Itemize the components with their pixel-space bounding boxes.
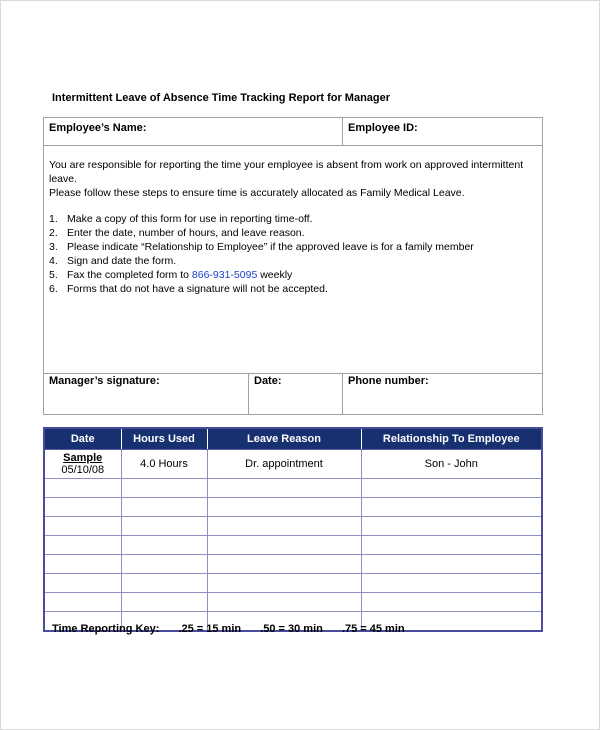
table-row[interactable]: [44, 498, 542, 517]
table-row[interactable]: [44, 593, 542, 612]
header-hours-used: Hours Used: [121, 428, 207, 450]
relationship-cell[interactable]: [361, 574, 542, 593]
form-title: Intermittent Leave of Absence Time Tracking Report for Manager: [52, 92, 391, 104]
employee-name-label: Employee’s Name:: [49, 122, 147, 134]
relationship-cell[interactable]: [361, 593, 542, 612]
manager-signature-label: Manager’s signature:: [49, 375, 160, 387]
reason-cell[interactable]: [207, 536, 361, 555]
phone-number-label: Phone number:: [348, 375, 429, 387]
hours-cell[interactable]: [121, 479, 207, 498]
step-item: 1. Make a copy of this form for use in reporting time-off.: [49, 213, 313, 225]
employee-info-box: [43, 117, 543, 415]
employee-id-label: Employee ID:: [348, 122, 418, 134]
reason-cell[interactable]: [207, 593, 361, 612]
sample-relationship: Son - John: [361, 450, 542, 479]
divider: [342, 374, 343, 414]
divider: [342, 118, 343, 145]
step-item: 4. Sign and date the form.: [49, 255, 177, 267]
table-header-row: [44, 428, 542, 450]
sample-date: 05/10/08: [61, 464, 105, 476]
employee-header-row: [44, 118, 542, 146]
key-item: .50 = 30 min: [260, 623, 323, 635]
leave-log-table: [43, 427, 543, 632]
hours-cell[interactable]: [121, 574, 207, 593]
instructions: [49, 158, 542, 296]
time-reporting-key: [52, 623, 421, 635]
header-relationship: Relationship To Employee: [361, 428, 542, 450]
date-cell[interactable]: [44, 555, 121, 574]
sample-reason: Dr. appointment: [207, 450, 361, 479]
date-cell[interactable]: [44, 498, 121, 517]
step-item: 3. Please indicate “Relationship to Employee” if the approved leave is for a family member: [49, 241, 474, 253]
step-item: 6. Forms that do not have a signature will not be accepted.: [49, 283, 328, 295]
reason-cell[interactable]: [207, 517, 361, 536]
date-label: Date:: [254, 375, 282, 387]
hours-cell[interactable]: [121, 498, 207, 517]
date-cell[interactable]: [44, 479, 121, 498]
intro-line-2: Please follow these steps to ensure time is accurately allocated as Family Medical Leave.: [49, 187, 465, 199]
step-item: 2. Enter the date, number of hours, and leave reason.: [49, 227, 305, 239]
signature-row: [44, 373, 542, 415]
header-leave-reason: Leave Reason: [207, 428, 361, 450]
fax-number-link[interactable]: 866-931-5095: [191, 269, 258, 281]
key-item: .25 = 15 min: [178, 623, 242, 635]
step-item: 5. Fax the completed form to 866-931-5095 weekly: [49, 269, 293, 281]
hours-cell[interactable]: [121, 593, 207, 612]
date-cell[interactable]: [44, 536, 121, 555]
hours-cell[interactable]: [121, 555, 207, 574]
relationship-cell[interactable]: [361, 498, 542, 517]
key-item: .75 = 45 min: [341, 623, 405, 635]
table-row[interactable]: [44, 536, 542, 555]
sample-label: Sample: [63, 452, 103, 464]
reason-cell[interactable]: [207, 498, 361, 517]
reason-cell[interactable]: [207, 479, 361, 498]
sample-row: [44, 450, 542, 479]
table-row[interactable]: [44, 574, 542, 593]
date-cell[interactable]: [44, 593, 121, 612]
reason-cell[interactable]: [207, 555, 361, 574]
divider: [248, 374, 249, 414]
key-label: Time Reporting Key:: [52, 623, 160, 635]
header-date: Date: [44, 428, 121, 450]
table-row[interactable]: [44, 517, 542, 536]
table-row[interactable]: [44, 555, 542, 574]
sample-hours: 4.0 Hours: [121, 450, 207, 479]
reason-cell[interactable]: [207, 574, 361, 593]
relationship-cell[interactable]: [361, 536, 542, 555]
table-row[interactable]: [44, 479, 542, 498]
relationship-cell[interactable]: [361, 555, 542, 574]
relationship-cell[interactable]: [361, 517, 542, 536]
hours-cell[interactable]: [121, 536, 207, 555]
intro-line-1: You are responsible for reporting the time your employee is absent from work on approved intermittent leave.: [49, 159, 524, 185]
hours-cell[interactable]: [121, 517, 207, 536]
steps-list: [49, 212, 542, 296]
sample-date-cell: [44, 450, 121, 479]
date-cell[interactable]: [44, 517, 121, 536]
date-cell[interactable]: [44, 574, 121, 593]
relationship-cell[interactable]: [361, 479, 542, 498]
